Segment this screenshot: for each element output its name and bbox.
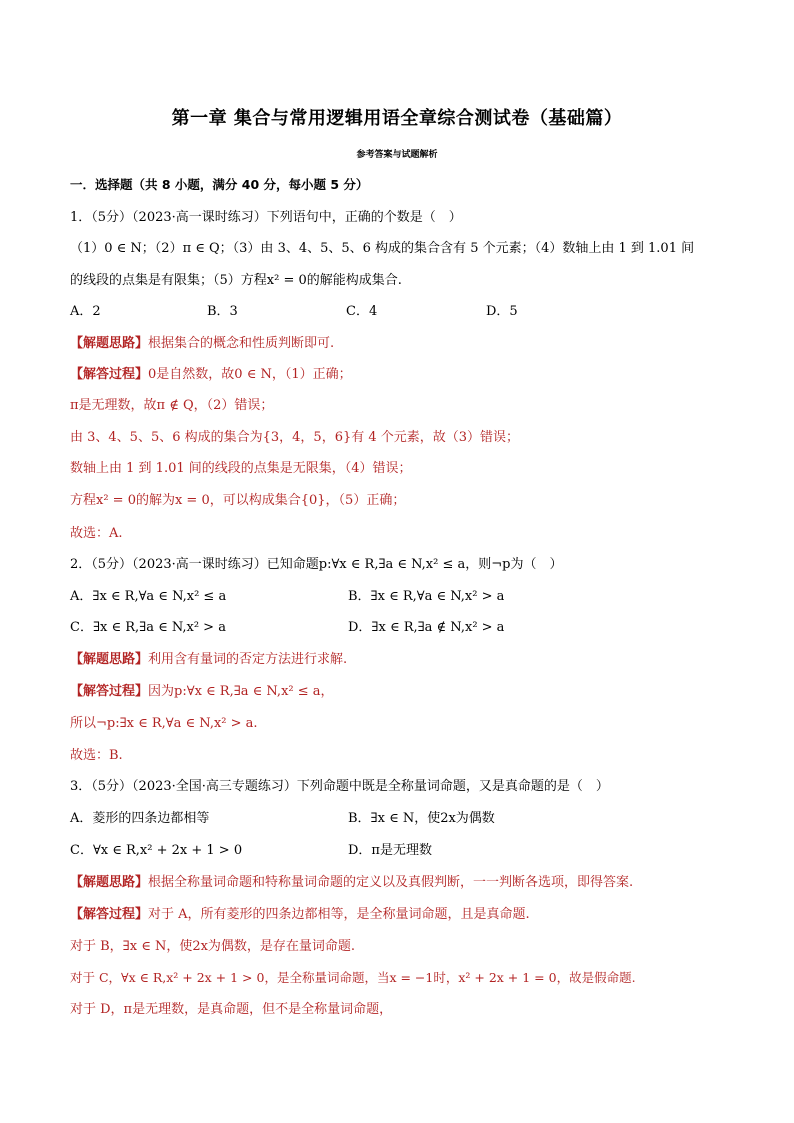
document-subtitle: 参考答案与试题解析 <box>356 150 438 160</box>
question-1-statements-line2: 的线段的点集是有限集；（5）方程x² = 0的解能构成集合. <box>70 273 402 288</box>
question-3-idea <box>70 875 633 891</box>
question-1-idea <box>70 336 334 352</box>
question-1-process-3: 由 3、4、5、5、6 构成的集合为{3，4，5，6}有 4 个元素，故（3）错误； <box>70 430 520 445</box>
question-2-process-1 <box>70 684 334 700</box>
idea-text: 根据集合的概念和性质判断即可. <box>148 336 335 351</box>
question-1-option-c: C．4 <box>346 304 378 319</box>
question-1-process-1 <box>70 367 352 383</box>
process-text: 因为p:∀x ∈ R,∃a ∈ N,x² ≤ a， <box>148 684 334 699</box>
process-text: 对于 A，所有菱形的四条边都相等，是全称量词命题，且是真命题. <box>148 907 530 922</box>
process-tag: 【解答过程】 <box>70 367 149 382</box>
idea-text: 利用含有量词的否定方法进行求解. <box>148 652 348 667</box>
question-3-process-2: 对于 B，∃x ∈ N，使2x为偶数，是存在量词命题. <box>70 939 356 954</box>
question-3-option-c: C．∀x ∈ R,x² + 2x + 1 > 0 <box>70 843 243 858</box>
question-3-option-b: B．∃x ∈ N，使2x为偶数 <box>348 811 495 826</box>
process-tag: 【解答过程】 <box>70 684 149 699</box>
question-2-option-a: A．∃x ∈ R,∀a ∈ N,x² ≤ a <box>70 589 227 604</box>
question-3-option-a: A．菱形的四条边都相等 <box>70 811 210 826</box>
question-3-process-3: 对于 C，∀x ∈ R,x² + 2x + 1 > 0，是全称量词命题，当x = −1时，x² + 2x + 1 = 0，故是假命题. <box>70 970 636 985</box>
question-1-process-5: 方程x² = 0的解为x = 0，可以构成集合{0}，（5）正确； <box>70 493 406 508</box>
question-1-stem: 1．（5分）（2023·高一课时练习）下列语句中，正确的个数是（ ） <box>70 210 462 225</box>
section-heading: 一．选择题（共 8 小题，满分 40 分，每小题 5 分） <box>70 177 369 192</box>
question-2-option-b: B．∃x ∈ R,∀a ∈ N,x² > a <box>348 589 505 604</box>
question-1-answer: 故选：A. <box>70 526 123 541</box>
question-2-option-c: C．∃x ∈ R,∃a ∈ N,x² > a <box>70 620 226 635</box>
question-2-option-d: D．∃x ∈ R,∃a ∉ N,x² > a <box>348 620 505 635</box>
question-1-option-a: A．2 <box>70 304 101 319</box>
question-1-option-d: D．5 <box>486 304 518 319</box>
question-1-statements-line1: （1）0 ∈ N；（2）π ∈ Q；（3）由 3、4、5、5、6 构成的集合含有 5 个元素；（4）数轴上由 1 到 1.01 间 <box>70 241 695 256</box>
question-3-option-d: D．π是无理数 <box>348 843 432 858</box>
question-3-stem: 3．（5分）（2023·全国·高三专题练习）下列命题中既是全称量词命题，又是真命题的是（ ） <box>70 779 609 794</box>
question-2-answer: 故选：B. <box>70 748 123 763</box>
question-1-process-4: 数轴上由 1 到 1.01 间的线段的点集是无限集，（4）错误； <box>70 461 412 476</box>
process-text: 0是自然数，故0 ∈ N，（1）正确； <box>148 367 352 382</box>
idea-tag: 【解题思路】 <box>70 875 149 890</box>
idea-text: 根据全称量词命题和特称量词命题的定义以及真假判断，一一判断各选项，即得答案. <box>148 875 634 890</box>
question-3-process-4: 对于 D，π是无理数，是真命题，但不是全称量词命题， <box>70 1002 393 1017</box>
question-2-stem: 2．（5分）（2023·高一课时练习）已知命题p:∀x ∈ R,∃a ∈ N,x² ≤ a，则¬p为（ ） <box>70 557 563 572</box>
question-1-option-b: B．3 <box>207 304 238 319</box>
process-tag: 【解答过程】 <box>70 907 149 922</box>
question-3-process-1 <box>70 907 530 923</box>
idea-tag: 【解题思路】 <box>70 652 149 667</box>
question-2-idea <box>70 652 347 668</box>
question-1-process-2: π是无理数，故π ∉ Q，（2）错误； <box>70 398 274 413</box>
question-2-process-2: 所以¬p:∃x ∈ R,∀a ∈ N,x² > a. <box>70 716 258 731</box>
idea-tag: 【解题思路】 <box>70 336 149 351</box>
document-title: 第一章 集合与常用逻辑用语全章综合测试卷（基础篇） <box>171 108 623 129</box>
